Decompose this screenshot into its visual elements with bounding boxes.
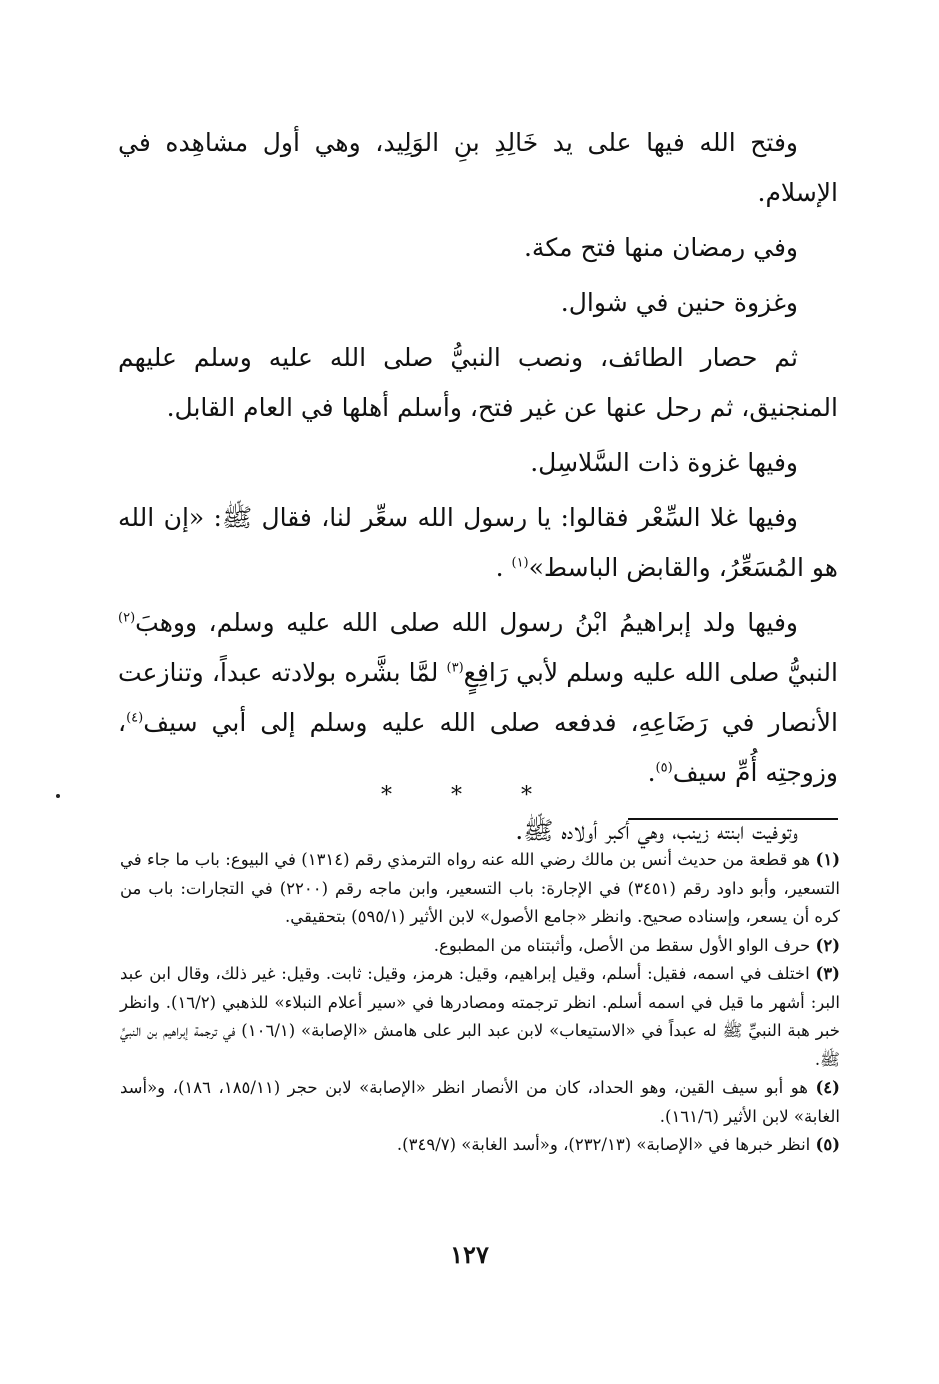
footnote-ref: (٤)	[126, 710, 144, 726]
footnote-number: (٤)	[815, 1078, 840, 1097]
footnote-text: اختلف في اسمه، فقيل: أسلم، وقيل إبراهيم، وقيل: هرمز، وقيل: ثابت. وقيل: غير ذلك، وقال ابن عبد البر: أشهر ما قيل في اسمه أسلم. انظر ترجمته ومصادرها في «سير أعلام النبلاء» للذهبي (١٦/٢). وانظر خبر هبة النبيِّ ﷺ له عبداً في «الاستيعاب» لابن عبد البر على هامش «الإصابة» (١٠٦/١) في ترجمة إبراهيم بن النبيِّ ﷺ.	[120, 964, 840, 1069]
footnote	[120, 1131, 840, 1160]
footnote-divider	[628, 818, 838, 820]
paragraph	[118, 118, 838, 218]
paragraph-text: وفي رمضان منها فتح مكة.	[523, 233, 798, 262]
footnote-text: حرف الواو الأول سقط من الأصل، وأثبتناه من المطبوع.	[433, 935, 811, 955]
footnote-ref: (٢)	[118, 610, 136, 626]
footnotes	[120, 846, 840, 1160]
footnote-number: (٢)	[815, 935, 840, 955]
paragraph-text: .	[647, 758, 656, 787]
footnote-text: هو أبو سيف القين، وهو الحداد، كان من الأنصار انظر «الإصابة» لابن حجر (١٨٥/١١، ١٨٦)، و«أسد الغابة» لابن الأثير (١٦١/٦).	[120, 1078, 840, 1126]
section-separator: * * *	[381, 783, 558, 808]
paragraph-text: النبيُّ صلى الله عليه وسلم لأبي رَافِعٍ	[463, 658, 838, 687]
footnote-number: (١)	[815, 850, 840, 869]
page-number: ١٢٧	[450, 1240, 489, 1269]
paragraph	[118, 598, 838, 798]
footnote	[120, 846, 840, 932]
footnote-text: هو قطعة من حديث أنس بن مالك رضي الله عنه رواه الترمذي رقم (١٣١٤) في البيوع: باب ما جاء في التسعير، وأبو داود رقم (٣٤٥١) في الإجارة: باب التسعير، وابن ماجه رقم (٢٢٠٠) في التجارات: باب من كره أن يسعر، وإسناده صحيح. وانظر «جامع الأصول» لابن الأثير (٥٩٥/١) بتحقيقي.	[120, 850, 841, 926]
paragraph-text: وغزوة حنين في شوال.	[560, 288, 798, 317]
paragraph	[118, 278, 838, 328]
footnote-ref: (٥)	[655, 760, 673, 776]
paragraph-text: وفيها غلا السِّعْر فقالوا: يا رسول الله سعِّر لنا، فقال ﷺ: «إن الله هو المُسَعِّرُ، والقابض الباسط»	[118, 503, 838, 582]
paragraph: وفيها غلا السِّعْر فقالوا: يا رسول الله سعِّر لنا، فقال ﷺ: «إن الله هو المُسَعِّرُ، والقابض الباسط»$^{(١)}$ .	[118, 503, 838, 582]
footnote	[120, 960, 840, 1074]
footnote	[120, 932, 840, 961]
paragraph-text: وتوفيت ابنته زينب، وهي أكبر أولاده ﷺ.	[515, 816, 798, 845]
stray-dot	[56, 794, 60, 798]
footnote-number: (٣)	[815, 964, 840, 983]
paragraph-text: وفيها ولد إبراهيمُ ابْنُ رسول الله صلى الله عليه وسلم، ووهبَ	[135, 608, 798, 637]
paragraph	[118, 333, 838, 433]
main-text	[118, 118, 838, 861]
paragraph	[118, 223, 838, 273]
paragraph-text: ثم حصار الطائف، ونصب النبيُّ صلى الله عليه وسلم عليهم المنجنيق، ثم رحل عنها عن غير فتح، وأسلم أهلها في العام القابل.	[118, 343, 838, 422]
footnote-text: انظر خبرها في «الإصابة» (٢٣٢/١٣)، و«أسد الغابة» (٣٤٩/٧).	[396, 1135, 811, 1154]
footnote-number: (٥)	[815, 1135, 840, 1154]
footnote-ref: (١)	[511, 555, 529, 571]
paragraph	[118, 438, 838, 488]
paragraph-text: وفتح الله فيها على يد خَالِدِ بنِ الوَلِيد، وهي أول مشاهِده في الإسلام.	[118, 128, 838, 207]
footnote	[120, 1074, 840, 1131]
paragraph-text: لمَّا بشَّره بولادته عبداً، وتنازعت الأنصار في رَضَاعِهِ، فدفعه صلى الله عليه وسلم إلى أبي سيف	[118, 658, 838, 737]
footnote-ref: (٣)	[446, 660, 464, 676]
paragraph-text: وفيها غزوة ذات السَّلاسِل.	[530, 448, 798, 477]
paragraph-text: ، وزوجتِه أُمِّ سيف	[118, 708, 838, 787]
